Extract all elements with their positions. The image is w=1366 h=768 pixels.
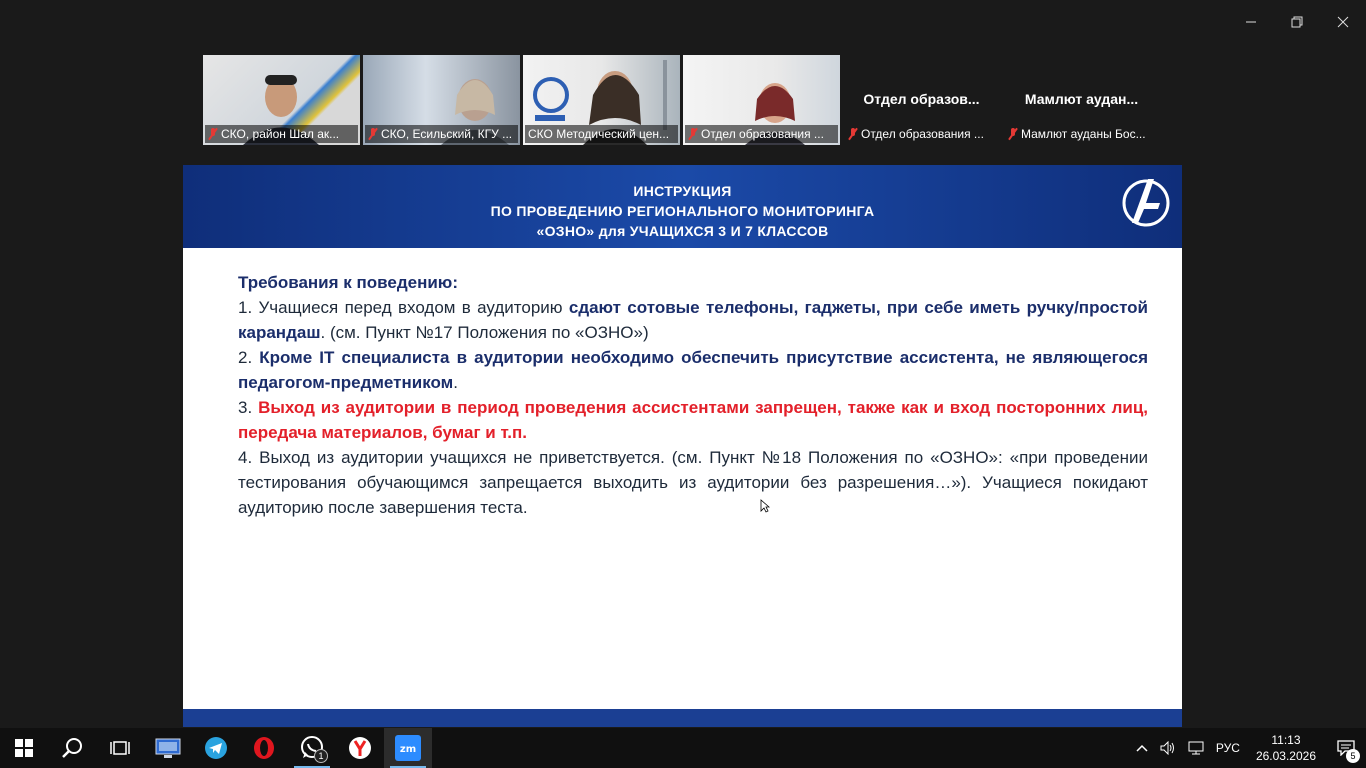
- participant-tile-no-video[interactable]: [843, 55, 1000, 145]
- mic-off-icon: [848, 128, 858, 140]
- close-button[interactable]: [1320, 0, 1366, 44]
- network-icon: [1188, 741, 1204, 755]
- clock-time: 11:13: [1271, 733, 1301, 747]
- mouse-cursor-icon: [760, 499, 770, 513]
- participant-tile-no-video[interactable]: [1003, 55, 1160, 145]
- minimize-icon: [1245, 16, 1257, 28]
- organization-logo: [1120, 173, 1172, 229]
- participant-name-tag: СКО Методический цен...: [525, 125, 678, 143]
- zoom-app[interactable]: [384, 728, 432, 768]
- zoom-icon: [395, 735, 421, 761]
- action-center-button[interactable]: [1326, 728, 1366, 768]
- telegram-app[interactable]: [192, 728, 240, 768]
- minimize-button[interactable]: [1228, 0, 1274, 44]
- language-indicator[interactable]: РУС: [1215, 741, 1240, 755]
- rule-item-4: 4. Выход из аудитории учащихся не приветствуется. (см. Пункт №18 Положения по «ОЗНО»: «при проведении тестирования обучающимся запрещается выходить из аудитории без разрешения…»). Учащиеся покидают аудиторию после завершения теста.: [238, 448, 1148, 517]
- clock-date: 26.03.2026: [1255, 749, 1316, 763]
- remote-desktop-icon: [155, 737, 181, 759]
- participant-tile-active-speaker[interactable]: [523, 55, 680, 145]
- participant-tile[interactable]: [683, 55, 840, 145]
- zoom-icon-label: zm: [399, 744, 417, 755]
- participant-name-tag: Отдел образования ...: [845, 125, 998, 143]
- clock[interactable]: [1246, 732, 1326, 764]
- volume-button[interactable]: [1154, 728, 1182, 768]
- mic-off-icon: [208, 128, 218, 140]
- slide-section-heading: Требования к поведению:: [238, 273, 458, 292]
- whatsapp-app[interactable]: [288, 728, 336, 768]
- yandex-browser-icon: [348, 736, 372, 760]
- yandex-browser-app[interactable]: [336, 728, 384, 768]
- rule-item-2: 2. Кроме IT специалиста в аудитории необходимо обеспечить присутствие ассистента, не являющегося педагогом-предметником.: [238, 348, 1148, 392]
- start-button[interactable]: [0, 728, 48, 768]
- participant-name-tag: СКО, Есильский, КГУ ...: [365, 125, 518, 143]
- slide-header: [183, 165, 1182, 248]
- telegram-icon: [204, 736, 228, 760]
- remote-desktop-app[interactable]: [144, 728, 192, 768]
- system-tray: [1130, 728, 1366, 768]
- mic-off-icon: [368, 128, 378, 140]
- participant-tile[interactable]: [203, 55, 360, 145]
- search-button[interactable]: [48, 728, 96, 768]
- participant-name-tag: Мамлют ауданы Бос...: [1005, 125, 1158, 143]
- task-view-button[interactable]: [96, 728, 144, 768]
- shared-screen-slide: [183, 165, 1182, 727]
- slide-body: [183, 248, 1182, 520]
- notification-count-badge: 5: [1346, 749, 1360, 763]
- participant-strip: [203, 55, 1160, 145]
- participant-name-tag: Отдел образования ...: [685, 125, 838, 143]
- rule-item-3: 3. Выход из аудитории в период проведения ассистентами запрещен, также как и вход посторонних лиц, передача материалов, бумаг и т.п.: [238, 398, 1148, 442]
- volume-icon: [1160, 741, 1176, 755]
- task-view-icon: [110, 739, 130, 757]
- close-icon: [1337, 16, 1349, 28]
- participant-display-name: Отдел образов...: [863, 91, 980, 107]
- search-icon: [61, 737, 83, 759]
- restore-icon: [1291, 16, 1303, 28]
- participant-name-tag: СКО, район Шал ак...: [205, 125, 358, 143]
- opera-app[interactable]: [240, 728, 288, 768]
- restore-button[interactable]: [1274, 0, 1320, 44]
- taskbar: [0, 728, 1366, 768]
- chevron-up-icon: [1136, 744, 1148, 752]
- whatsapp-unread-badge: 1: [314, 749, 328, 763]
- windows-start-icon: [15, 739, 33, 757]
- slide-title-line: ИНСТРУКЦИЯ: [633, 183, 732, 199]
- rule-item-1: 1. Учащиеся перед входом в аудиторию сдают сотовые телефоны, гаджеты, при себе иметь ручку/простой карандаш. (см. Пункт №17 Положения по «ОЗНО»): [238, 298, 1149, 342]
- participant-display-name: Мамлют аудан...: [1024, 91, 1139, 107]
- slide-title-line: «ОЗНО» для УЧАЩИХСЯ 3 И 7 КЛАССОВ: [536, 223, 829, 239]
- network-button[interactable]: [1182, 728, 1210, 768]
- window-controls: [1228, 0, 1366, 44]
- show-hidden-icons-button[interactable]: [1130, 728, 1154, 768]
- slide-footer-bar: [183, 709, 1182, 727]
- opera-icon: [252, 736, 276, 760]
- mic-off-icon: [1008, 128, 1018, 140]
- slide-title-line: ПО ПРОВЕДЕНИЮ РЕГИОНАЛЬНОГО МОНИТОРИНГА: [490, 203, 875, 219]
- mic-off-icon: [688, 128, 698, 140]
- participant-tile[interactable]: [363, 55, 520, 145]
